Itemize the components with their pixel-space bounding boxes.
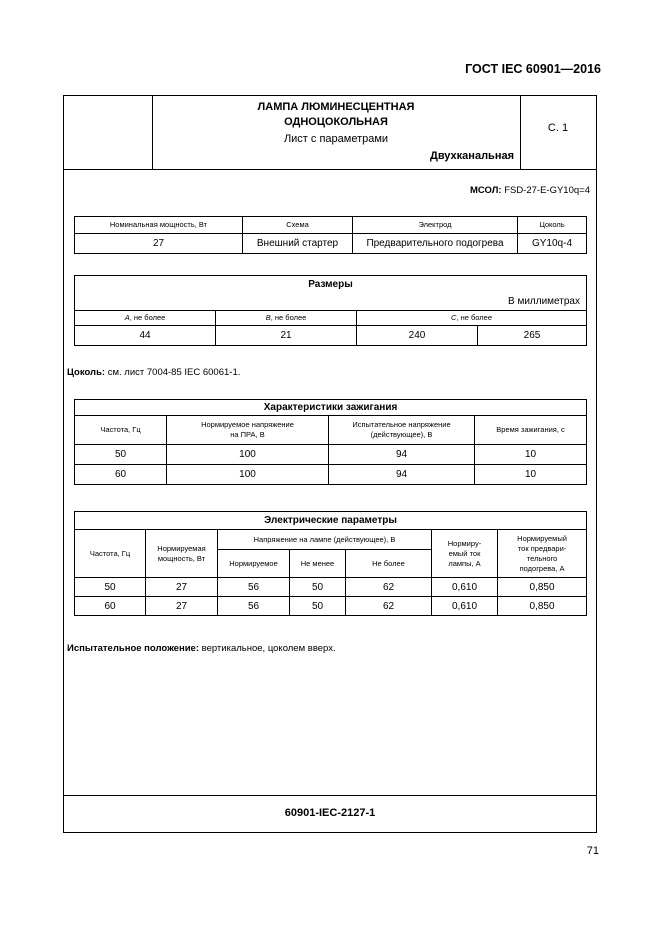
sheet-page-label: С. 1 — [547, 122, 569, 134]
td-electrode: Предварительного подогрева — [353, 234, 518, 254]
el-r2-c2: 27 — [146, 597, 218, 616]
th-el-power — [146, 530, 218, 578]
dimensions-table — [74, 275, 587, 346]
el-r1-c4: 50 — [290, 578, 346, 597]
th-base: Цоколь — [518, 217, 587, 234]
ign-h1b: на ПРА, В — [230, 430, 265, 439]
table-row — [75, 578, 587, 597]
th-el-preheat — [498, 530, 587, 578]
th-ign-test-voltage — [329, 416, 475, 445]
td-dim-c-max: 265 — [478, 326, 587, 346]
lamp-type: Двухканальная — [429, 150, 514, 162]
el-cur-l1: Нормиру- — [447, 538, 482, 548]
header-blank-cell — [64, 96, 153, 169]
el-r2-c1: 60 — [75, 597, 146, 616]
mcol-value: FSD-27-E-GY10q=4 — [504, 185, 590, 196]
el-cur-l3: лампы, А — [448, 558, 481, 568]
th-dim-c — [357, 311, 587, 326]
th-el-v-min: Не менее — [290, 550, 346, 578]
td-dim-b: 21 — [216, 326, 357, 346]
el-pre-l1: Нормируемый — [517, 533, 567, 543]
td-dim-c-min: 240 — [357, 326, 478, 346]
th-dim-b — [216, 311, 357, 326]
el-r1-c2: 27 — [146, 578, 218, 597]
th-power: Номинальная мощность, Вт — [75, 217, 243, 234]
mcol-designation — [470, 185, 590, 196]
base-note-text: см. лист 7004-85 IEC 60061-1. — [105, 367, 241, 378]
th-dim-a — [75, 311, 216, 326]
th-el-v-max: Не более — [346, 550, 432, 578]
ign-r2-freq: 60 — [75, 465, 167, 485]
test-note-text: вертикальное, цоколем вверх. — [198, 643, 336, 654]
parameter-sheet — [63, 95, 597, 833]
ign-h1a: Нормируемое напряжение — [201, 420, 294, 429]
dimensions-unit: В миллиметрах — [75, 294, 587, 311]
ign-r1-test: 94 — [329, 445, 475, 465]
ignition-title: Характеристики зажигания — [75, 400, 587, 416]
el-r1-c5: 62 — [346, 578, 432, 597]
electrical-table — [74, 511, 587, 616]
ignition-table — [74, 399, 587, 485]
th-scheme: Схема — [243, 217, 353, 234]
base-note-label: Цоколь: — [67, 367, 106, 378]
table-row — [75, 597, 587, 616]
title-line-2: ОДНОЦОКОЛЬНАЯ — [284, 116, 388, 128]
ign-r2-time: 10 — [475, 465, 587, 485]
el-power-l2: мощность, Вт — [157, 553, 206, 563]
td-scheme: Внешний стартер — [243, 234, 353, 254]
dimensions-title: Размеры — [75, 276, 587, 294]
page-number: 71 — [586, 845, 599, 857]
ign-h2b: (действующее), В — [370, 430, 433, 439]
el-r2-c4: 50 — [290, 597, 346, 616]
title-line-1: ЛАМПА ЛЮМИНЕСЦЕНТНАЯ — [257, 101, 415, 113]
th-el-v-nom: Нормируемое — [218, 550, 290, 578]
electrical-title: Электрические параметры — [75, 512, 587, 530]
table-row — [75, 445, 587, 465]
th-ign-time: Время зажигания, с — [475, 416, 587, 445]
td-dim-a: 44 — [75, 326, 216, 346]
subtitle: Лист с параметрами — [283, 133, 389, 145]
el-r1-c1: 50 — [75, 578, 146, 597]
el-r2-c7: 0,850 — [498, 597, 587, 616]
el-cur-l2: емый ток — [448, 548, 481, 558]
main-params-table — [74, 216, 587, 254]
dim-b-rest: , не более — [270, 313, 307, 322]
el-pre-l4: подогрева, А — [519, 563, 565, 573]
standard-code: ГОСТ IEC 60901—2016 — [465, 62, 601, 76]
td-base: GY10q-4 — [518, 234, 587, 254]
el-r2-c6: 0,610 — [432, 597, 498, 616]
dim-b-letter: B — [265, 313, 271, 322]
el-r1-c6: 0,610 — [432, 578, 498, 597]
base-note — [67, 367, 240, 378]
ign-h2a: Испытательное напряжение — [352, 420, 451, 429]
td-power: 27 — [75, 234, 243, 254]
test-position-note — [67, 643, 336, 654]
th-electrode: Электрод — [353, 217, 518, 234]
ign-r2-ballast: 100 — [167, 465, 329, 485]
sheet-footer — [64, 795, 596, 832]
el-r1-c3: 56 — [218, 578, 290, 597]
sheet-header — [64, 96, 596, 170]
mcol-label: МСОЛ: — [470, 185, 502, 196]
el-power-l1: Нормируемая — [157, 543, 206, 553]
test-note-label: Испытательное положение: — [67, 643, 199, 654]
el-r2-c5: 62 — [346, 597, 432, 616]
el-r1-c7: 0,850 — [498, 578, 587, 597]
sheet-code: 60901-IEC-2127-1 — [284, 807, 376, 819]
dim-c-rest: , не более — [456, 313, 492, 322]
dim-a-letter: A — [124, 313, 130, 322]
ign-r2-test: 94 — [329, 465, 475, 485]
header-page-cell — [520, 96, 596, 169]
header-title-cell — [152, 96, 521, 169]
th-ign-freq: Частота, Гц — [75, 416, 167, 445]
el-pre-l2: ток предвари- — [517, 543, 567, 553]
el-r2-c3: 56 — [218, 597, 290, 616]
dim-a-rest: , не более — [129, 313, 166, 322]
dim-c-letter: C — [450, 313, 457, 322]
th-el-current — [432, 530, 498, 578]
th-el-freq: Частота, Гц — [75, 530, 146, 578]
ign-r1-time: 10 — [475, 445, 587, 465]
th-ign-ballast-voltage — [167, 416, 329, 445]
el-pre-l3: тельного — [526, 553, 558, 563]
ign-r1-freq: 50 — [75, 445, 167, 465]
th-el-voltage: Напряжение на лампе (действующее), В — [218, 530, 432, 550]
table-row — [75, 465, 587, 485]
ign-r1-ballast: 100 — [167, 445, 329, 465]
